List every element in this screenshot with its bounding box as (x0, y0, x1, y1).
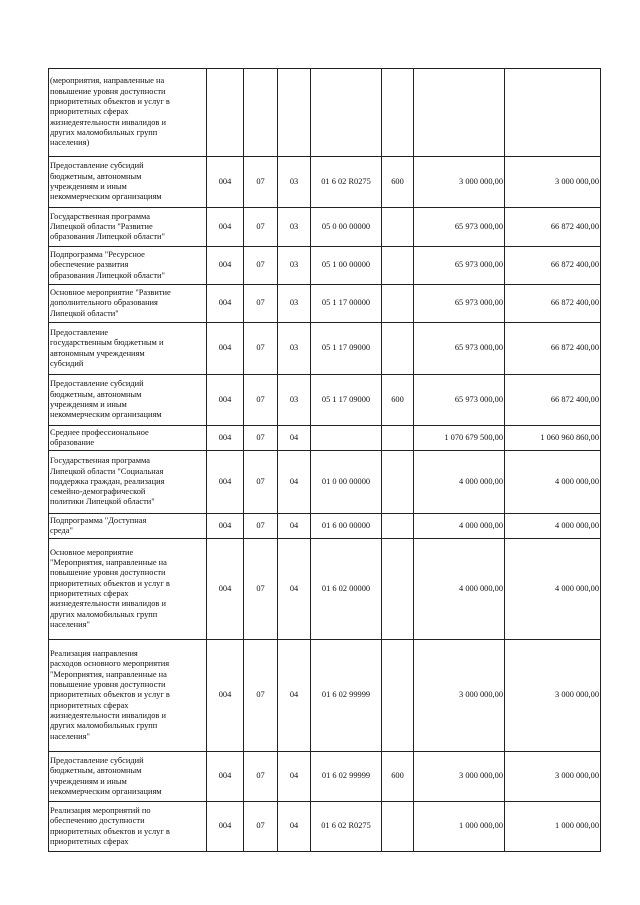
expense-type-cell (382, 323, 414, 375)
subsection-code-cell: 03 (278, 285, 311, 323)
table-row (49, 539, 601, 640)
expense-type-cell (382, 247, 414, 285)
row-name-line: повышение уровня доступности (50, 680, 166, 690)
amount-year1-cell: 4 000 000,00 (414, 539, 505, 640)
row-name-line: повышение уровня доступности (50, 86, 166, 96)
amount-year1-cell: 1 070 679 500,00 (414, 426, 505, 451)
row-name-line: образования Липецкой области" (50, 232, 165, 242)
department-code-cell: 004 (207, 539, 244, 640)
section-code-cell: 07 (244, 539, 278, 640)
expense-type-cell (382, 426, 414, 451)
subsection-code-cell: 04 (278, 802, 311, 852)
department-code-cell: 004 (207, 451, 244, 514)
expense-type-cell: 600 (382, 752, 414, 802)
target-article-cell: 01 6 02 R0275 (311, 802, 382, 852)
row-name-line: Среднее профессиональное (50, 427, 149, 437)
row-name-line: населения) (50, 138, 90, 148)
row-name-line: повышение уровня доступности (50, 568, 166, 578)
amount-year2-cell: 4 000 000,00 (505, 451, 601, 514)
department-code-cell: 004 (207, 514, 244, 539)
department-code-cell: 004 (207, 752, 244, 802)
target-article-cell: 05 1 17 09000 (311, 323, 382, 375)
target-article-cell: 01 6 02 00000 (311, 539, 382, 640)
department-code-cell: 004 (207, 802, 244, 852)
table-row (49, 69, 601, 157)
row-name-line: среда" (50, 526, 73, 535)
section-code-cell: 07 (244, 247, 278, 285)
table-row (49, 208, 601, 247)
section-code-cell: 07 (244, 451, 278, 514)
department-code-cell: 004 (207, 426, 244, 451)
subsection-code-cell: 04 (278, 539, 311, 640)
amount-year2-cell: 66 872 400,00 (505, 208, 601, 247)
row-name-line: политики Липецкой области" (50, 497, 155, 507)
table-row (49, 285, 601, 323)
subsection-code-cell: 04 (278, 451, 311, 514)
row-name-line: приоритетных сферах (50, 589, 129, 598)
amount-year1-cell: 1 000 000,00 (414, 802, 505, 852)
target-article-cell (311, 426, 382, 451)
row-name-line: обеспечение развития (50, 260, 129, 270)
target-article-cell: 01 6 02 99999 (311, 752, 382, 802)
amount-year1-cell: 65 973 000,00 (414, 208, 505, 247)
table-row (49, 752, 601, 802)
section-code-cell: 07 (244, 157, 278, 208)
row-name-line: Липецкой области "Развитие (50, 221, 153, 231)
target-article-cell: 01 6 02 R0275 (311, 157, 382, 208)
row-name-line: некоммерческим организациям (50, 410, 162, 420)
row-name-line: (мероприятия, направленные на (50, 76, 165, 86)
section-code-cell: 07 (244, 375, 278, 426)
row-name-line: учреждениям и иным (50, 182, 127, 191)
budget-page (48, 68, 601, 852)
row-name-line: других маломобильных групп (50, 127, 158, 137)
amount-year1-cell: 65 973 000,00 (414, 285, 505, 323)
row-name-line: населения" (50, 619, 90, 629)
amount-year2-cell: 3 000 000,00 (505, 752, 601, 802)
target-article-cell: 01 6 00 00000 (311, 514, 382, 539)
section-code-cell: 07 (244, 802, 278, 852)
table-row (49, 802, 601, 852)
row-name-line: приоритетных объектов и услуг в (50, 826, 170, 836)
table-row (49, 426, 601, 451)
subsection-code-cell: 03 (278, 247, 311, 285)
target-article-cell: 05 0 00 00000 (311, 208, 382, 247)
expense-type-cell (382, 640, 414, 752)
subsection-code-cell (278, 69, 311, 157)
row-name-line: Подпрограмма "Ресурсное (50, 250, 145, 260)
amount-year1-cell: 65 973 000,00 (414, 323, 505, 375)
target-article-cell: 05 1 17 09000 (311, 375, 382, 426)
row-name-line: Липецкой области" (50, 308, 119, 318)
table-row (49, 247, 601, 285)
department-code-cell: 004 (207, 375, 244, 426)
target-article-cell: 05 1 00 00000 (311, 247, 382, 285)
row-name-line: приоритетных сферах (50, 700, 129, 710)
row-name-line: некоммерческим организациям (50, 786, 162, 796)
table-row (49, 375, 601, 426)
amount-year2-cell (505, 69, 601, 157)
department-code-cell: 004 (207, 157, 244, 208)
budget-table (48, 68, 601, 852)
subsection-code-cell: 04 (278, 752, 311, 802)
target-article-cell (311, 69, 382, 157)
row-name-line: учреждениям и иным (50, 400, 127, 409)
subsection-code-cell: 04 (278, 426, 311, 451)
row-name-line: приоритетных объектов и услуг в (50, 97, 170, 107)
amount-year2-cell: 1 060 960 860,00 (505, 426, 601, 451)
section-code-cell: 07 (244, 208, 278, 247)
row-name-line: приоритетных объектов и услуг в (50, 690, 170, 700)
department-code-cell: 004 (207, 323, 244, 375)
amount-year1-cell: 3 000 000,00 (414, 157, 505, 208)
expense-type-cell (382, 539, 414, 640)
row-name-line: "Мероприятия, направленные на (50, 669, 167, 679)
department-code-cell: 004 (207, 247, 244, 285)
expense-type-cell: 600 (382, 157, 414, 208)
amount-year1-cell: 4 000 000,00 (414, 451, 505, 514)
row-name-line: расходов основного мероприятия (50, 659, 170, 669)
row-name-line: бюджетным, автономным (50, 389, 142, 399)
row-name-line: Предоставление (50, 327, 109, 337)
expense-type-cell (382, 208, 414, 247)
row-name-line: поддержка граждан, реализация (50, 476, 165, 486)
subsection-code-cell: 03 (278, 157, 311, 208)
row-name-cell (49, 802, 207, 852)
department-code-cell (207, 69, 244, 157)
row-name-line: обеспечению доступности (50, 816, 145, 826)
row-name-line: "Мероприятия, направленные на (50, 558, 167, 568)
row-name-line: автономным учреждениям (50, 348, 145, 358)
department-code-cell: 004 (207, 208, 244, 247)
amount-year2-cell: 66 872 400,00 (505, 285, 601, 323)
expense-type-cell: 600 (382, 375, 414, 426)
row-name-cell (49, 451, 207, 514)
row-name-line: Государственная программа (50, 456, 151, 466)
department-code-cell: 004 (207, 640, 244, 752)
row-name-cell (49, 426, 207, 451)
row-name-line: других маломобильных групп (50, 609, 158, 619)
row-name-line: Подпрограмма "Доступная (50, 515, 147, 525)
budget-table-body (49, 69, 601, 852)
row-name-line: учреждениям и иным (50, 776, 127, 786)
table-row (49, 640, 601, 752)
subsection-code-cell: 04 (278, 514, 311, 539)
subsection-code-cell: 03 (278, 208, 311, 247)
row-name-line: Липецкой области "Социальная (50, 466, 164, 476)
row-name-line: государственным бюджетным и (50, 338, 164, 348)
amount-year2-cell: 4 000 000,00 (505, 514, 601, 539)
row-name-cell (49, 375, 207, 426)
row-name-line: некоммерческим организациям (50, 192, 162, 202)
expense-type-cell (382, 802, 414, 852)
target-article-cell: 01 6 02 99999 (311, 640, 382, 752)
subsection-code-cell: 03 (278, 323, 311, 375)
amount-year2-cell: 3 000 000,00 (505, 640, 601, 752)
table-row (49, 323, 601, 375)
amount-year1-cell: 3 000 000,00 (414, 752, 505, 802)
row-name-line: жизнедеятельности инвалидов и (50, 710, 166, 720)
section-code-cell: 07 (244, 514, 278, 539)
row-name-cell (49, 69, 207, 157)
row-name-line: образование (50, 438, 95, 447)
row-name-line: бюджетным, автономным (50, 171, 142, 181)
amount-year2-cell: 66 872 400,00 (505, 375, 601, 426)
row-name-cell (49, 285, 207, 323)
row-name-line: Основное мероприятие (50, 547, 134, 557)
row-name-line: образования Липецкой области" (50, 270, 165, 280)
row-name-line: других маломобильных групп (50, 721, 158, 731)
target-article-cell: 01 0 00 00000 (311, 451, 382, 514)
amount-year1-cell: 65 973 000,00 (414, 247, 505, 285)
row-name-line: семейно-демографической (50, 487, 146, 497)
row-name-line: приоритетных сферах (50, 107, 129, 117)
section-code-cell: 07 (244, 426, 278, 451)
subsection-code-cell: 04 (278, 640, 311, 752)
department-code-cell: 004 (207, 285, 244, 323)
row-name-line: Государственная программа (50, 211, 151, 221)
expense-type-cell (382, 69, 414, 157)
row-name-line: дополнительного образования (50, 298, 158, 308)
amount-year2-cell: 4 000 000,00 (505, 539, 601, 640)
table-row (49, 157, 601, 208)
amount-year1-cell: 65 973 000,00 (414, 375, 505, 426)
subsection-code-cell: 03 (278, 375, 311, 426)
row-name-line: приоритетных сферах (50, 836, 129, 846)
expense-type-cell (382, 451, 414, 514)
section-code-cell (244, 69, 278, 157)
section-code-cell: 07 (244, 323, 278, 375)
row-name-line: населения" (50, 731, 90, 741)
row-name-line: Предоставление субсидий (50, 755, 144, 765)
row-name-cell (49, 752, 207, 802)
row-name-cell (49, 640, 207, 752)
row-name-line: жизнедеятельности инвалидов и (50, 599, 166, 609)
table-row (49, 514, 601, 539)
section-code-cell: 07 (244, 752, 278, 802)
row-name-cell (49, 539, 207, 640)
amount-year2-cell: 3 000 000,00 (505, 157, 601, 208)
row-name-cell (49, 514, 207, 539)
amount-year2-cell: 66 872 400,00 (505, 247, 601, 285)
expense-type-cell (382, 514, 414, 539)
row-name-cell (49, 157, 207, 208)
amount-year2-cell: 1 000 000,00 (505, 802, 601, 852)
row-name-line: Реализация направления (50, 649, 138, 659)
row-name-line: жизнедеятельности инвалидов и (50, 117, 166, 127)
amount-year1-cell (414, 69, 505, 157)
row-name-line: Основное мероприятие "Развитие (50, 288, 171, 298)
row-name-line: приоритетных объектов и услуг в (50, 578, 170, 588)
row-name-line: Предоставление субсидий (50, 161, 144, 171)
section-code-cell: 07 (244, 285, 278, 323)
row-name-line: субсидий (50, 358, 84, 368)
row-name-line: бюджетным, автономным (50, 766, 142, 776)
row-name-line: Предоставление субсидий (50, 379, 144, 389)
amount-year2-cell: 66 872 400,00 (505, 323, 601, 375)
table-row (49, 451, 601, 514)
section-code-cell: 07 (244, 640, 278, 752)
target-article-cell: 05 1 17 00000 (311, 285, 382, 323)
expense-type-cell (382, 285, 414, 323)
row-name-cell (49, 208, 207, 247)
row-name-line: Реализация мероприятий по (50, 805, 151, 815)
amount-year1-cell: 4 000 000,00 (414, 514, 505, 539)
row-name-cell (49, 323, 207, 375)
row-name-cell (49, 247, 207, 285)
amount-year1-cell: 3 000 000,00 (414, 640, 505, 752)
